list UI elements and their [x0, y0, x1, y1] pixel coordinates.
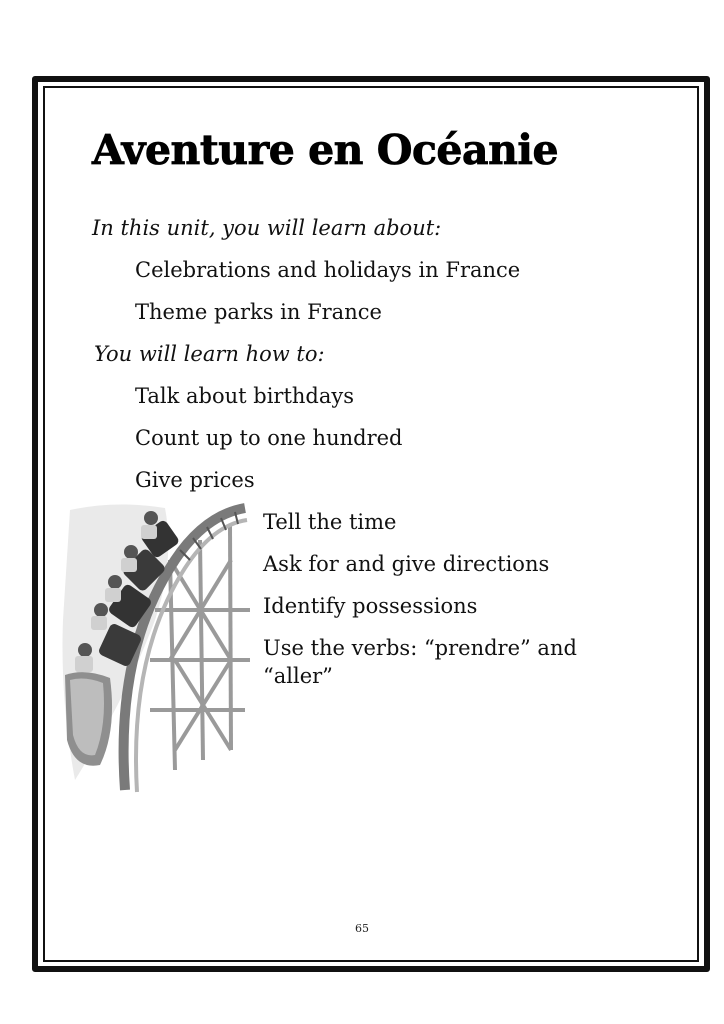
- page-title: Aventure en Océanie: [92, 126, 559, 174]
- learn-about-intro: In this unit, you will learn about:: [92, 216, 442, 240]
- learn-how-item: Ask for and give directions: [263, 552, 550, 576]
- learn-how-item: Count up to one hundred: [135, 426, 403, 450]
- page-number: 65: [355, 922, 369, 935]
- learn-how-item: Give prices: [135, 468, 255, 492]
- learn-how-intro: You will learn how to:: [94, 342, 325, 366]
- learn-about-item: Celebrations and holidays in France: [135, 258, 521, 282]
- learn-how-item: Use the verbs: “prendre” and: [263, 636, 577, 660]
- learn-how-item: “aller”: [263, 664, 333, 688]
- learn-how-item: Talk about birthdays: [135, 384, 355, 408]
- learn-about-item: Theme parks in France: [135, 300, 382, 324]
- learn-how-item: Tell the time: [263, 510, 397, 534]
- roller-coaster-icon: [55, 500, 255, 795]
- learn-how-item: Identify possessions: [263, 594, 478, 618]
